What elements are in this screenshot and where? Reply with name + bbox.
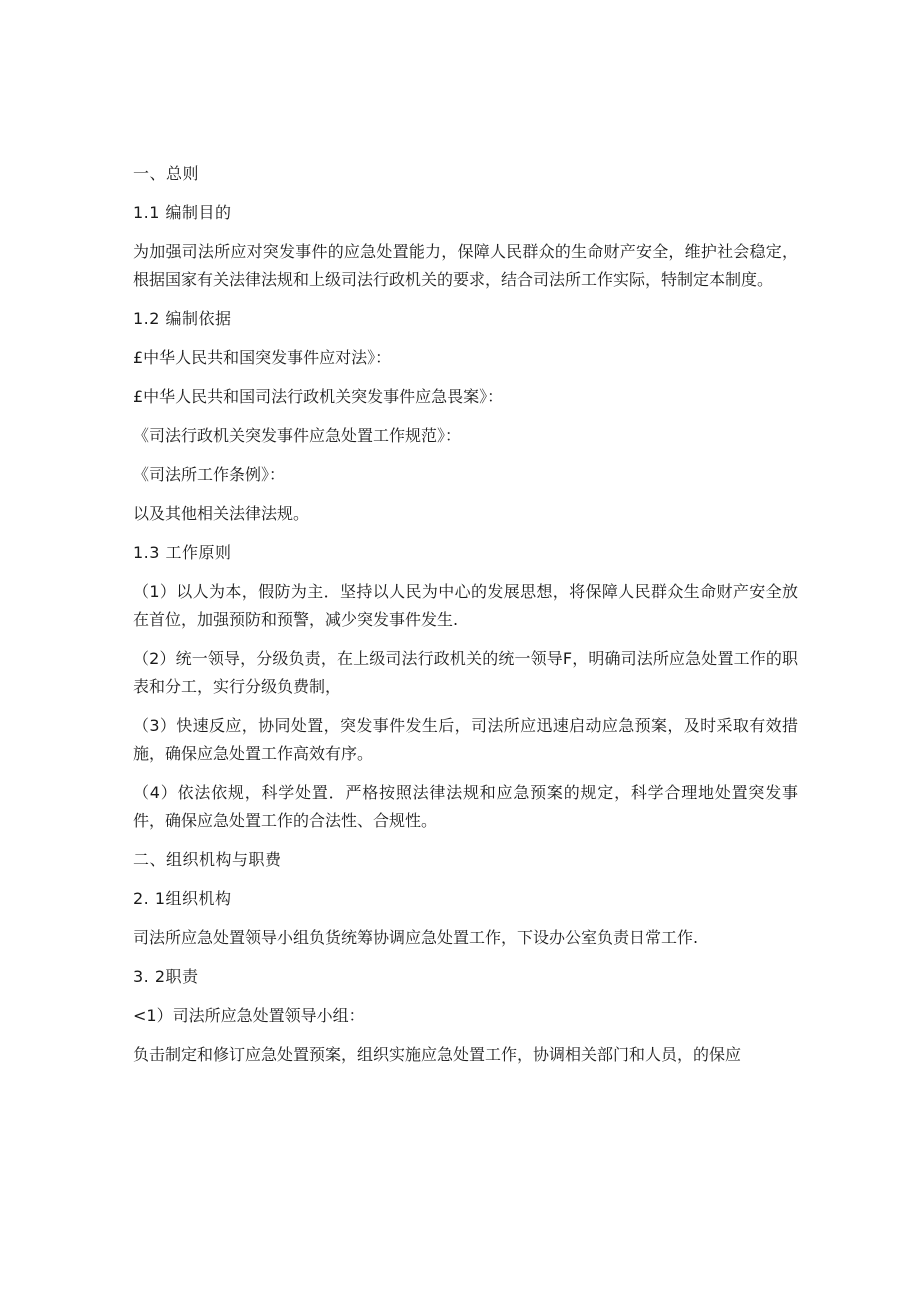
paragraph-leading-group-duties: 负击制定和修订应急处置预案，组织实施应急处置工作，协调相关部门和人员，的保应 bbox=[133, 1045, 742, 1064]
subsection-heading-duties: 3. 2职责 bbox=[133, 967, 199, 986]
subsection-heading-principles: 1.3 工作原则 bbox=[133, 543, 232, 562]
basis-item-emergency-response-law: £中华人民共和国突发事件应对法》： bbox=[133, 348, 392, 367]
paragraph-purpose: 为加强司法所应对突发事件的应急处置能力，保障人民群众的生命财产安全，维护社会稳定，根据国家有关法律法规和上级司法行政机关的要求，结合司法所工作实际，特制定本制度。 bbox=[133, 242, 798, 289]
basis-item-handling-specification: 《司法行政机关突发事件应急处置工作规范》： bbox=[133, 426, 462, 445]
subsection-heading-structure: 2. 1组织机构 bbox=[133, 889, 232, 908]
section-heading-general: 一、总则 bbox=[133, 164, 200, 183]
principle-item-1: （1）以人为本，假防为主．坚持以人民为中心的发展思想，将保障人民群众生命财产安全放在首位，加强预防和预警，减少突发事件发生. bbox=[133, 582, 798, 629]
section-heading-organization: 二、组织机构与职费 bbox=[133, 850, 282, 869]
subsection-heading-purpose: 1.1 编制目的 bbox=[133, 203, 232, 222]
principle-item-3: （3）快速反应，协同处置，突发事件发生后，司法所应迅速启动应急预案，及时采取有效措施，确保应急处置工作高效有序。 bbox=[133, 716, 798, 763]
principle-item-2: （2）统一领导，分级负责，在上级司法行政机关的统一领导F，明确司法所应急处置工作的职表和分工，实行分级负费制， bbox=[133, 649, 798, 696]
document-page bbox=[133, 160, 798, 1080]
basis-item-other-laws: 以及其他相关法律法规。 bbox=[133, 504, 310, 523]
basis-item-office-regulations: 《司法所工作条例》： bbox=[133, 465, 286, 484]
paragraph-structure: 司法所应急处置领导小组负货统筹协调应急处置工作，下设办公室负责日常工作. bbox=[133, 928, 699, 947]
basis-item-judicial-emergency-plan: £中华人民共和国司法行政机关突发事件应急畏案》： bbox=[133, 387, 504, 406]
subsection-heading-basis: 1.2 编制依据 bbox=[133, 309, 232, 328]
principle-item-4: （4）依法依规，科学处置．严格按照法律法规和应急预案的规定，科学合理地处置突发事件，确保应急处置工作的合法性、合规性。 bbox=[133, 783, 798, 830]
duty-item-leading-group: <1）司法所应急处置领导小组： bbox=[133, 1006, 365, 1025]
